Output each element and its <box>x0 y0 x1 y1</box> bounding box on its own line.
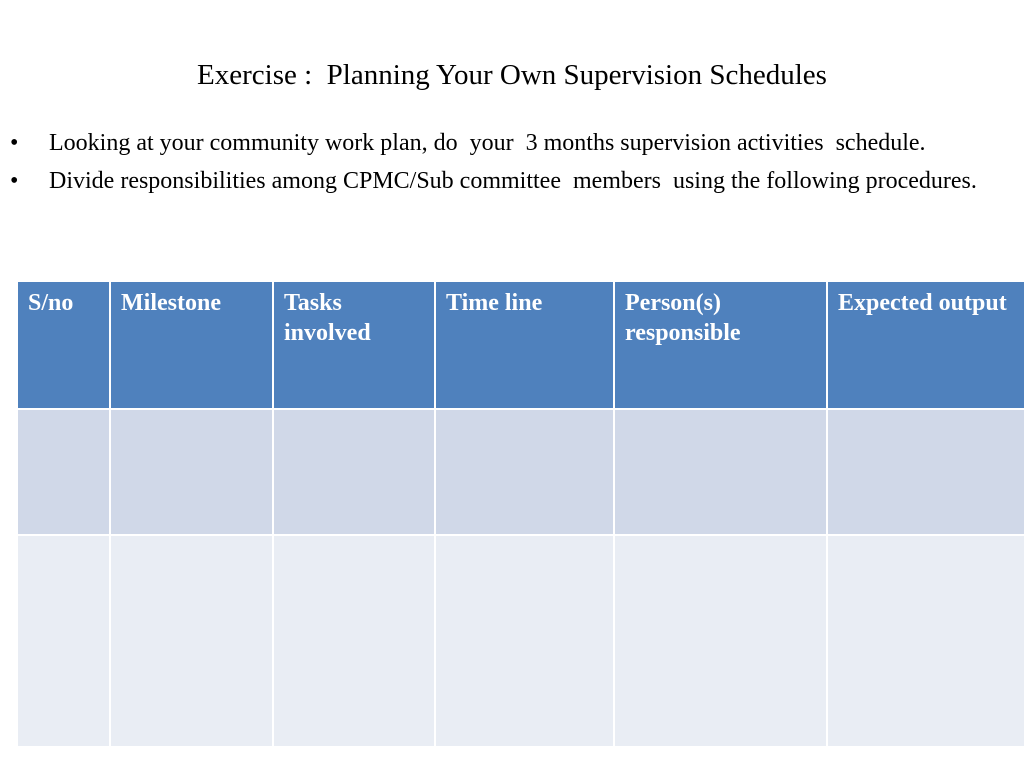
table-header-row <box>17 281 1024 409</box>
table-cell[interactable] <box>435 409 614 535</box>
table-row <box>17 535 1024 747</box>
table-row <box>17 409 1024 535</box>
table-cell[interactable] <box>827 535 1024 747</box>
bullet-marker: • <box>10 168 19 194</box>
table-cell[interactable] <box>614 409 827 535</box>
supervision-schedule-table <box>16 280 1024 748</box>
column-header-expected-output: Expected output <box>827 281 1024 409</box>
bullet-item <box>10 164 1000 198</box>
bullet-item <box>10 126 1000 160</box>
column-header-time-line: Time line <box>435 281 614 409</box>
table-cell[interactable] <box>435 535 614 747</box>
slide-title: Exercise : Planning Your Own Supervision Schedules <box>197 59 827 91</box>
bullet-text: Divide responsibilities among CPMC/Sub committee members using the following procedures. <box>49 168 977 194</box>
column-header-tasks-involved: Tasks involved <box>273 281 435 409</box>
table-cell[interactable] <box>110 409 273 535</box>
table-cell[interactable] <box>110 535 273 747</box>
table-cell[interactable] <box>614 535 827 747</box>
bullet-text: Looking at your community work plan, do your 3 months supervision activities schedule. <box>49 130 926 156</box>
column-header-persons-responsible: Person(s) responsible <box>614 281 827 409</box>
bullet-marker: • <box>10 130 19 156</box>
bullet-list <box>10 126 1000 202</box>
column-header-sno: S/no <box>17 281 110 409</box>
table-cell[interactable] <box>273 535 435 747</box>
table-cell[interactable] <box>273 409 435 535</box>
column-header-milestone: Milestone <box>110 281 273 409</box>
table-cell[interactable] <box>17 535 110 747</box>
table-cell[interactable] <box>827 409 1024 535</box>
table-cell[interactable] <box>17 409 110 535</box>
